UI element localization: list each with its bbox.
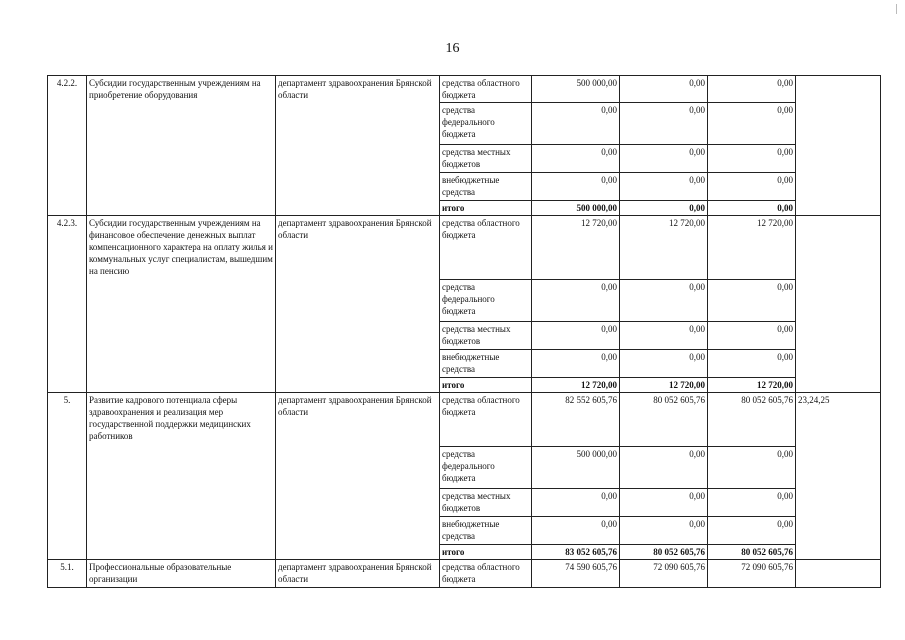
funding-source: итого [440, 378, 532, 393]
funding-source: средства областного бюджета [440, 560, 532, 588]
amount-year-2: 72 090 605,76 [620, 560, 708, 588]
amount-year-3: 80 052 605,76 [708, 545, 796, 560]
amount-year-3: 0,00 [708, 145, 796, 173]
amount-year-2: 0,00 [620, 145, 708, 173]
amount-year-1: 0,00 [532, 517, 620, 545]
amount-year-3: 0,00 [708, 76, 796, 103]
amount-year-3: 0,00 [708, 103, 796, 145]
target-indicators: 23,24,25 [796, 393, 881, 560]
item-department: департамент здравоохранения Брянской области [276, 393, 440, 560]
amount-year-1: 500 000,00 [532, 201, 620, 216]
item-name: Субсидии государственным учреждениям на финансовое обеспечение денежных выплат компенсационного характера на оплату жилья и коммунальных услуг специалистам, вышедшим на пенсию [87, 216, 276, 393]
amount-year-3: 0,00 [708, 489, 796, 517]
amount-year-1: 0,00 [532, 322, 620, 350]
funding-source: средства областного бюджета [440, 393, 532, 447]
amount-year-2: 12 720,00 [620, 216, 708, 280]
table-row [48, 560, 881, 588]
item-name: Субсидии государственным учреждениям на приобретение оборудования [87, 76, 276, 216]
amount-year-1: 74 590 605,76 [532, 560, 620, 588]
target-indicators [796, 216, 881, 393]
amount-year-1: 500 000,00 [532, 447, 620, 489]
funding-source: средства федерального бюджета [440, 447, 532, 489]
page-number: 16 [445, 41, 460, 56]
funding-source: средства областного бюджета [440, 76, 532, 103]
funding-source: средства местных бюджетов [440, 489, 532, 517]
amount-year-2: 0,00 [620, 201, 708, 216]
item-name: Профессиональные образовательные организации [87, 560, 276, 588]
scan-edge-mark [896, 4, 897, 14]
item-number: 4.2.2. [48, 76, 87, 216]
table-row [48, 216, 881, 280]
amount-year-3: 0,00 [708, 350, 796, 378]
amount-year-1: 0,00 [532, 103, 620, 145]
item-number: 5.1. [48, 560, 87, 588]
amount-year-1: 82 552 605,76 [532, 393, 620, 447]
amount-year-2: 0,00 [620, 489, 708, 517]
amount-year-1: 0,00 [532, 173, 620, 201]
funding-source: внебюджетные средства [440, 517, 532, 545]
funding-source: средства местных бюджетов [440, 145, 532, 173]
funding-source: внебюджетные средства [440, 350, 532, 378]
amount-year-1: 83 052 605,76 [532, 545, 620, 560]
funding-source: внебюджетные средства [440, 173, 532, 201]
amount-year-1: 0,00 [532, 350, 620, 378]
target-indicators [796, 560, 881, 588]
amount-year-2: 0,00 [620, 280, 708, 322]
target-indicators [796, 76, 881, 216]
item-department: департамент здравоохранения Брянской области [276, 560, 440, 588]
funding-source: средства местных бюджетов [440, 322, 532, 350]
amount-year-3: 0,00 [708, 322, 796, 350]
amount-year-3: 80 052 605,76 [708, 393, 796, 447]
funding-source: средства областного бюджета [440, 216, 532, 280]
item-number: 5. [48, 393, 87, 560]
amount-year-2: 0,00 [620, 173, 708, 201]
amount-year-1: 12 720,00 [532, 378, 620, 393]
amount-year-1: 500 000,00 [532, 76, 620, 103]
amount-year-2: 12 720,00 [620, 378, 708, 393]
amount-year-1: 0,00 [532, 489, 620, 517]
amount-year-2: 0,00 [620, 447, 708, 489]
amount-year-3: 0,00 [708, 201, 796, 216]
amount-year-3: 12 720,00 [708, 378, 796, 393]
amount-year-3: 12 720,00 [708, 216, 796, 280]
funding-source: итого [440, 201, 532, 216]
table-row [48, 393, 881, 447]
budget-table [47, 75, 881, 588]
amount-year-2: 80 052 605,76 [620, 545, 708, 560]
amount-year-3: 0,00 [708, 280, 796, 322]
item-department: департамент здравоохранения Брянской области [276, 216, 440, 393]
amount-year-1: 0,00 [532, 145, 620, 173]
item-number: 4.2.3. [48, 216, 87, 393]
amount-year-2: 0,00 [620, 322, 708, 350]
amount-year-2: 0,00 [620, 517, 708, 545]
amount-year-3: 0,00 [708, 517, 796, 545]
amount-year-2: 0,00 [620, 76, 708, 103]
amount-year-1: 12 720,00 [532, 216, 620, 280]
amount-year-3: 72 090 605,76 [708, 560, 796, 588]
funding-source: итого [440, 545, 532, 560]
table-row [48, 76, 881, 103]
funding-source: средства федерального бюджета [440, 280, 532, 322]
budget-table-body [48, 76, 881, 588]
item-name: Развитие кадрового потенциала сферы здравоохранения и реализация мер государственной поддержки медицинских работников [87, 393, 276, 560]
item-department: департамент здравоохранения Брянской области [276, 76, 440, 216]
amount-year-3: 0,00 [708, 447, 796, 489]
amount-year-3: 0,00 [708, 173, 796, 201]
amount-year-1: 0,00 [532, 280, 620, 322]
amount-year-2: 0,00 [620, 103, 708, 145]
amount-year-2: 0,00 [620, 350, 708, 378]
funding-source: средства федерального бюджета [440, 103, 532, 145]
amount-year-2: 80 052 605,76 [620, 393, 708, 447]
